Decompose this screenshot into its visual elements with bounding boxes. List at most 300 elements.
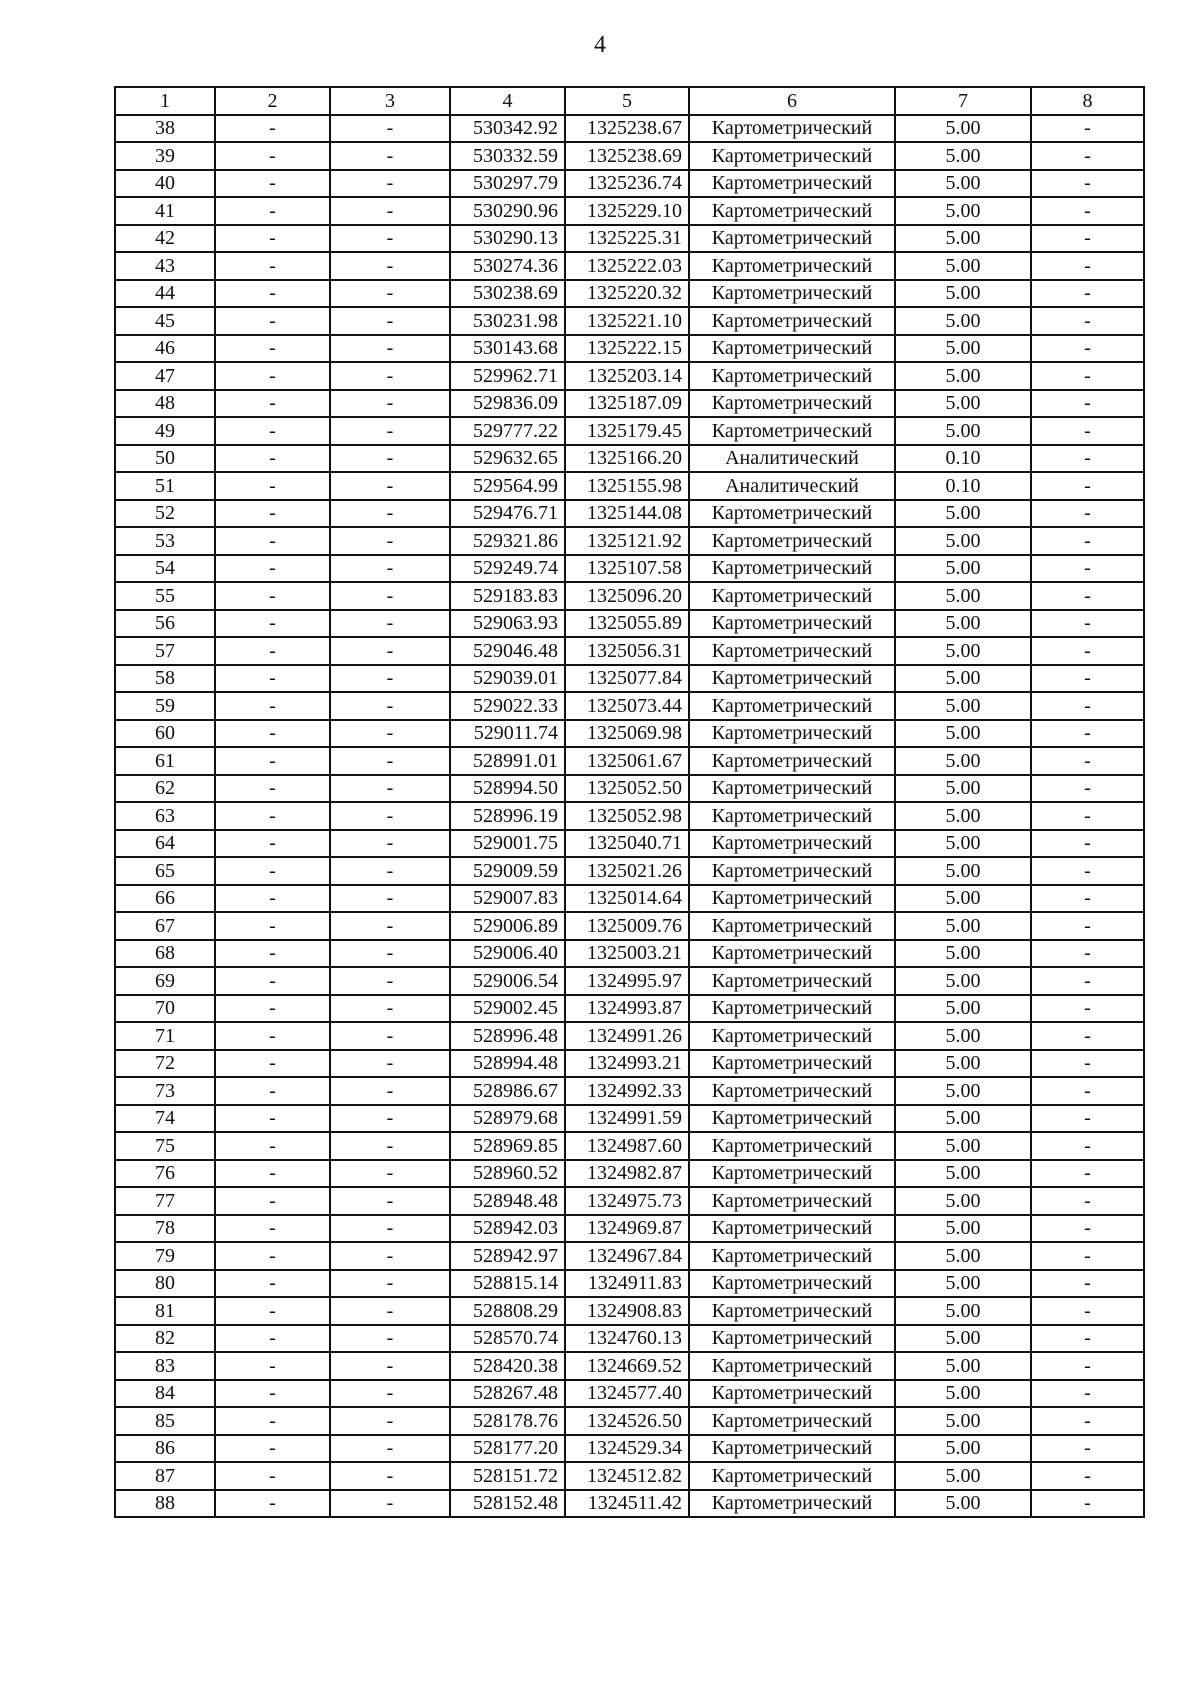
col3-value-cell: - — [330, 197, 450, 225]
col8-value-cell: - — [1031, 1380, 1144, 1408]
accuracy-cell: 5.00 — [895, 362, 1031, 390]
y-coordinate-cell: 1324760.13 — [565, 1325, 689, 1353]
col2-value-cell: - — [215, 500, 330, 528]
table-row — [115, 940, 1144, 968]
method-cell: Картометрический — [689, 1270, 895, 1298]
point-number-cell: 52 — [115, 500, 215, 528]
point-number-cell: 55 — [115, 582, 215, 610]
table-row — [115, 637, 1144, 665]
col2-value-cell: - — [215, 665, 330, 693]
y-coordinate-cell: 1325236.74 — [565, 170, 689, 198]
table-row — [115, 1022, 1144, 1050]
accuracy-cell: 5.00 — [895, 1105, 1031, 1133]
x-coordinate-cell: 528991.01 — [450, 747, 565, 775]
col2-value-cell: - — [215, 802, 330, 830]
table-row — [115, 307, 1144, 335]
col2-value-cell: - — [215, 1160, 330, 1188]
col2-value-cell: - — [215, 472, 330, 500]
x-coordinate-cell: 528986.67 — [450, 1077, 565, 1105]
table-row — [115, 1352, 1144, 1380]
col3-value-cell: - — [330, 610, 450, 638]
accuracy-cell: 5.00 — [895, 1160, 1031, 1188]
accuracy-cell: 5.00 — [895, 142, 1031, 170]
col8-value-cell: - — [1031, 445, 1144, 473]
table-row — [115, 527, 1144, 555]
method-cell: Аналитический — [689, 445, 895, 473]
col3-value-cell: - — [330, 1242, 450, 1270]
y-coordinate-cell: 1325221.10 — [565, 307, 689, 335]
col3-value-cell: - — [330, 500, 450, 528]
method-cell: Картометрический — [689, 582, 895, 610]
x-coordinate-cell: 529183.83 — [450, 582, 565, 610]
col3-value-cell: - — [330, 1297, 450, 1325]
x-coordinate-cell: 528994.48 — [450, 1050, 565, 1078]
col3-value-cell: - — [330, 1050, 450, 1078]
col3-value-cell: - — [330, 252, 450, 280]
point-number-cell: 49 — [115, 417, 215, 445]
y-coordinate-cell: 1324908.83 — [565, 1297, 689, 1325]
method-cell: Картометрический — [689, 1215, 895, 1243]
col2-value-cell: - — [215, 142, 330, 170]
accuracy-cell: 5.00 — [895, 885, 1031, 913]
table-row — [115, 1462, 1144, 1490]
col3-value-cell: - — [330, 390, 450, 418]
method-cell: Картометрический — [689, 1435, 895, 1463]
col2-value-cell: - — [215, 555, 330, 583]
table-row — [115, 720, 1144, 748]
point-number-cell: 66 — [115, 885, 215, 913]
y-coordinate-cell: 1325225.31 — [565, 225, 689, 253]
table-row — [115, 1187, 1144, 1215]
method-cell: Картометрический — [689, 1297, 895, 1325]
col8-value-cell: - — [1031, 307, 1144, 335]
col3-value-cell: - — [330, 720, 450, 748]
x-coordinate-cell: 528177.20 — [450, 1435, 565, 1463]
col2-value-cell: - — [215, 417, 330, 445]
accuracy-cell: 5.00 — [895, 747, 1031, 775]
accuracy-cell: 5.00 — [895, 665, 1031, 693]
point-number-cell: 45 — [115, 307, 215, 335]
col3-value-cell: - — [330, 1132, 450, 1160]
point-number-cell: 43 — [115, 252, 215, 280]
y-coordinate-cell: 1324967.84 — [565, 1242, 689, 1270]
col8-value-cell: - — [1031, 335, 1144, 363]
method-cell: Картометрический — [689, 1490, 895, 1518]
x-coordinate-cell: 529632.65 — [450, 445, 565, 473]
point-number-cell: 77 — [115, 1187, 215, 1215]
y-coordinate-cell: 1325052.50 — [565, 775, 689, 803]
method-cell: Картометрический — [689, 1242, 895, 1270]
y-coordinate-cell: 1324911.83 — [565, 1270, 689, 1298]
point-number-cell: 65 — [115, 857, 215, 885]
col8-value-cell: - — [1031, 885, 1144, 913]
x-coordinate-cell: 530297.79 — [450, 170, 565, 198]
col8-value-cell: - — [1031, 225, 1144, 253]
x-coordinate-cell: 529962.71 — [450, 362, 565, 390]
col3-value-cell: - — [330, 1490, 450, 1518]
table-row — [115, 335, 1144, 363]
x-coordinate-cell: 529249.74 — [450, 555, 565, 583]
point-number-cell: 59 — [115, 692, 215, 720]
col2-value-cell: - — [215, 830, 330, 858]
method-cell: Картометрический — [689, 500, 895, 528]
col8-value-cell: - — [1031, 1242, 1144, 1270]
method-cell: Картометрический — [689, 1160, 895, 1188]
point-number-cell: 85 — [115, 1407, 215, 1435]
col8-value-cell: - — [1031, 170, 1144, 198]
point-number-cell: 72 — [115, 1050, 215, 1078]
col3-value-cell: - — [330, 967, 450, 995]
col3-value-cell: - — [330, 1105, 450, 1133]
method-cell: Картометрический — [689, 142, 895, 170]
col3-value-cell: - — [330, 1407, 450, 1435]
x-coordinate-cell: 529039.01 — [450, 665, 565, 693]
col2-value-cell: - — [215, 610, 330, 638]
method-cell: Картометрический — [689, 967, 895, 995]
point-number-cell: 58 — [115, 665, 215, 693]
y-coordinate-cell: 1325003.21 — [565, 940, 689, 968]
y-coordinate-cell: 1325222.15 — [565, 335, 689, 363]
col3-value-cell: - — [330, 1462, 450, 1490]
col3-value-cell: - — [330, 775, 450, 803]
col3-value-cell: - — [330, 747, 450, 775]
y-coordinate-cell: 1324975.73 — [565, 1187, 689, 1215]
method-cell: Картометрический — [689, 802, 895, 830]
method-cell: Картометрический — [689, 362, 895, 390]
point-number-cell: 81 — [115, 1297, 215, 1325]
method-cell: Картометрический — [689, 527, 895, 555]
col3-value-cell: - — [330, 445, 450, 473]
point-number-cell: 51 — [115, 472, 215, 500]
accuracy-cell: 5.00 — [895, 1132, 1031, 1160]
x-coordinate-cell: 528570.74 — [450, 1325, 565, 1353]
y-coordinate-cell: 1325014.64 — [565, 885, 689, 913]
x-coordinate-cell: 529006.40 — [450, 940, 565, 968]
accuracy-cell: 5.00 — [895, 527, 1031, 555]
col2-value-cell: - — [215, 115, 330, 143]
table-row — [115, 472, 1144, 500]
method-cell: Картометрический — [689, 775, 895, 803]
col2-value-cell: - — [215, 885, 330, 913]
point-number-cell: 54 — [115, 555, 215, 583]
x-coordinate-cell: 528942.03 — [450, 1215, 565, 1243]
col8-value-cell: - — [1031, 1407, 1144, 1435]
x-coordinate-cell: 529777.22 — [450, 417, 565, 445]
x-coordinate-cell: 530290.13 — [450, 225, 565, 253]
y-coordinate-cell: 1325107.58 — [565, 555, 689, 583]
y-coordinate-cell: 1325009.76 — [565, 912, 689, 940]
method-cell: Картометрический — [689, 1380, 895, 1408]
method-cell: Картометрический — [689, 170, 895, 198]
y-coordinate-cell: 1325220.32 — [565, 280, 689, 308]
column-header: 7 — [895, 87, 1031, 115]
point-number-cell: 57 — [115, 637, 215, 665]
col8-value-cell: - — [1031, 197, 1144, 225]
method-cell: Картометрический — [689, 692, 895, 720]
method-cell: Картометрический — [689, 1050, 895, 1078]
col3-value-cell: - — [330, 1270, 450, 1298]
method-cell: Картометрический — [689, 610, 895, 638]
col2-value-cell: - — [215, 197, 330, 225]
col2-value-cell: - — [215, 307, 330, 335]
method-cell: Картометрический — [689, 555, 895, 583]
method-cell: Картометрический — [689, 1022, 895, 1050]
accuracy-cell: 5.00 — [895, 912, 1031, 940]
x-coordinate-cell: 528267.48 — [450, 1380, 565, 1408]
col8-value-cell: - — [1031, 1462, 1144, 1490]
accuracy-cell: 5.00 — [895, 637, 1031, 665]
y-coordinate-cell: 1325166.20 — [565, 445, 689, 473]
x-coordinate-cell: 528942.97 — [450, 1242, 565, 1270]
point-number-cell: 86 — [115, 1435, 215, 1463]
accuracy-cell: 5.00 — [895, 1022, 1031, 1050]
col2-value-cell: - — [215, 527, 330, 555]
col3-value-cell: - — [330, 1435, 450, 1463]
table-row — [115, 1160, 1144, 1188]
point-number-cell: 46 — [115, 335, 215, 363]
y-coordinate-cell: 1325144.08 — [565, 500, 689, 528]
accuracy-cell: 5.00 — [895, 555, 1031, 583]
x-coordinate-cell: 528979.68 — [450, 1105, 565, 1133]
col3-value-cell: - — [330, 1380, 450, 1408]
col2-value-cell: - — [215, 1270, 330, 1298]
x-coordinate-cell: 529046.48 — [450, 637, 565, 665]
point-number-cell: 82 — [115, 1325, 215, 1353]
col2-value-cell: - — [215, 1022, 330, 1050]
accuracy-cell: 5.00 — [895, 995, 1031, 1023]
accuracy-cell: 5.00 — [895, 417, 1031, 445]
table-row — [115, 1407, 1144, 1435]
col2-value-cell: - — [215, 940, 330, 968]
col3-value-cell: - — [330, 912, 450, 940]
point-number-cell: 75 — [115, 1132, 215, 1160]
col3-value-cell: - — [330, 802, 450, 830]
col8-value-cell: - — [1031, 940, 1144, 968]
x-coordinate-cell: 529564.99 — [450, 472, 565, 500]
col8-value-cell: - — [1031, 857, 1144, 885]
x-coordinate-cell: 529006.54 — [450, 967, 565, 995]
table-row — [115, 830, 1144, 858]
accuracy-cell: 5.00 — [895, 115, 1031, 143]
table-row — [115, 967, 1144, 995]
col8-value-cell: - — [1031, 830, 1144, 858]
y-coordinate-cell: 1325077.84 — [565, 665, 689, 693]
point-number-cell: 67 — [115, 912, 215, 940]
col2-value-cell: - — [215, 1352, 330, 1380]
method-cell: Картометрический — [689, 225, 895, 253]
x-coordinate-cell: 528969.85 — [450, 1132, 565, 1160]
accuracy-cell: 5.00 — [895, 1462, 1031, 1490]
table-row — [115, 362, 1144, 390]
y-coordinate-cell: 1324993.21 — [565, 1050, 689, 1078]
table-row — [115, 225, 1144, 253]
table-row — [115, 1215, 1144, 1243]
point-number-cell: 50 — [115, 445, 215, 473]
col8-value-cell: - — [1031, 720, 1144, 748]
point-number-cell: 42 — [115, 225, 215, 253]
col2-value-cell: - — [215, 692, 330, 720]
accuracy-cell: 0.10 — [895, 472, 1031, 500]
col2-value-cell: - — [215, 857, 330, 885]
table-row — [115, 1297, 1144, 1325]
x-coordinate-cell: 530342.92 — [450, 115, 565, 143]
col3-value-cell: - — [330, 665, 450, 693]
y-coordinate-cell: 1325040.71 — [565, 830, 689, 858]
x-coordinate-cell: 528152.48 — [450, 1490, 565, 1518]
col2-value-cell: - — [215, 1105, 330, 1133]
y-coordinate-cell: 1325096.20 — [565, 582, 689, 610]
table-row — [115, 1132, 1144, 1160]
x-coordinate-cell: 530231.98 — [450, 307, 565, 335]
method-cell: Картометрический — [689, 1105, 895, 1133]
table-row — [115, 115, 1144, 143]
col3-value-cell: - — [330, 1022, 450, 1050]
y-coordinate-cell: 1325203.14 — [565, 362, 689, 390]
accuracy-cell: 5.00 — [895, 1215, 1031, 1243]
y-coordinate-cell: 1324529.34 — [565, 1435, 689, 1463]
y-coordinate-cell: 1325073.44 — [565, 692, 689, 720]
col2-value-cell: - — [215, 1215, 330, 1243]
column-header: 1 — [115, 87, 215, 115]
y-coordinate-cell: 1324982.87 — [565, 1160, 689, 1188]
point-number-cell: 79 — [115, 1242, 215, 1270]
col3-value-cell: - — [330, 142, 450, 170]
col3-value-cell: - — [330, 170, 450, 198]
col3-value-cell: - — [330, 225, 450, 253]
y-coordinate-cell: 1324512.82 — [565, 1462, 689, 1490]
point-number-cell: 74 — [115, 1105, 215, 1133]
col2-value-cell: - — [215, 1435, 330, 1463]
col2-value-cell: - — [215, 747, 330, 775]
table-row — [115, 1490, 1144, 1518]
table-row — [115, 885, 1144, 913]
table-row — [115, 802, 1144, 830]
method-cell: Картометрический — [689, 665, 895, 693]
y-coordinate-cell: 1324991.59 — [565, 1105, 689, 1133]
col3-value-cell: - — [330, 692, 450, 720]
column-header: 3 — [330, 87, 450, 115]
x-coordinate-cell: 530143.68 — [450, 335, 565, 363]
y-coordinate-cell: 1324577.40 — [565, 1380, 689, 1408]
method-cell: Картометрический — [689, 252, 895, 280]
point-number-cell: 69 — [115, 967, 215, 995]
x-coordinate-cell: 528948.48 — [450, 1187, 565, 1215]
y-coordinate-cell: 1325069.98 — [565, 720, 689, 748]
col3-value-cell: - — [330, 362, 450, 390]
y-coordinate-cell: 1325187.09 — [565, 390, 689, 418]
col8-value-cell: - — [1031, 252, 1144, 280]
point-number-cell: 78 — [115, 1215, 215, 1243]
x-coordinate-cell: 529022.33 — [450, 692, 565, 720]
point-number-cell: 80 — [115, 1270, 215, 1298]
y-coordinate-cell: 1324526.50 — [565, 1407, 689, 1435]
point-number-cell: 41 — [115, 197, 215, 225]
col8-value-cell: - — [1031, 1105, 1144, 1133]
y-coordinate-cell: 1325121.92 — [565, 527, 689, 555]
accuracy-cell: 0.10 — [895, 445, 1031, 473]
col3-value-cell: - — [330, 637, 450, 665]
col3-value-cell: - — [330, 995, 450, 1023]
method-cell: Картометрический — [689, 830, 895, 858]
col2-value-cell: - — [215, 1380, 330, 1408]
method-cell: Картометрический — [689, 885, 895, 913]
col2-value-cell: - — [215, 775, 330, 803]
col2-value-cell: - — [215, 252, 330, 280]
table-row — [115, 500, 1144, 528]
col3-value-cell: - — [330, 417, 450, 445]
col2-value-cell: - — [215, 995, 330, 1023]
col2-value-cell: - — [215, 280, 330, 308]
table-row — [115, 775, 1144, 803]
x-coordinate-cell: 529011.74 — [450, 720, 565, 748]
col3-value-cell: - — [330, 1215, 450, 1243]
accuracy-cell: 5.00 — [895, 1297, 1031, 1325]
x-coordinate-cell: 528420.38 — [450, 1352, 565, 1380]
accuracy-cell: 5.00 — [895, 1242, 1031, 1270]
point-number-cell: 62 — [115, 775, 215, 803]
col2-value-cell: - — [215, 335, 330, 363]
method-cell: Картометрический — [689, 197, 895, 225]
table-row — [115, 197, 1144, 225]
point-number-cell: 47 — [115, 362, 215, 390]
accuracy-cell: 5.00 — [895, 1380, 1031, 1408]
method-cell: Картометрический — [689, 912, 895, 940]
x-coordinate-cell: 529321.86 — [450, 527, 565, 555]
col3-value-cell: - — [330, 1187, 450, 1215]
table-row — [115, 1325, 1144, 1353]
x-coordinate-cell: 529836.09 — [450, 390, 565, 418]
table-row — [115, 1077, 1144, 1105]
x-coordinate-cell: 530290.96 — [450, 197, 565, 225]
table-row — [115, 692, 1144, 720]
accuracy-cell: 5.00 — [895, 720, 1031, 748]
point-number-cell: 56 — [115, 610, 215, 638]
col3-value-cell: - — [330, 940, 450, 968]
accuracy-cell: 5.00 — [895, 857, 1031, 885]
accuracy-cell: 5.00 — [895, 1077, 1031, 1105]
method-cell: Картометрический — [689, 1462, 895, 1490]
x-coordinate-cell: 528178.76 — [450, 1407, 565, 1435]
method-cell: Картометрический — [689, 1187, 895, 1215]
accuracy-cell: 5.00 — [895, 335, 1031, 363]
accuracy-cell: 5.00 — [895, 197, 1031, 225]
col3-value-cell: - — [330, 830, 450, 858]
point-number-cell: 44 — [115, 280, 215, 308]
accuracy-cell: 5.00 — [895, 500, 1031, 528]
col3-value-cell: - — [330, 885, 450, 913]
y-coordinate-cell: 1324995.97 — [565, 967, 689, 995]
col2-value-cell: - — [215, 967, 330, 995]
point-number-cell: 73 — [115, 1077, 215, 1105]
col2-value-cell: - — [215, 225, 330, 253]
col2-value-cell: - — [215, 1407, 330, 1435]
col2-value-cell: - — [215, 1187, 330, 1215]
y-coordinate-cell: 1325238.69 — [565, 142, 689, 170]
x-coordinate-cell: 529006.89 — [450, 912, 565, 940]
accuracy-cell: 5.00 — [895, 610, 1031, 638]
method-cell: Картометрический — [689, 857, 895, 885]
table-row — [115, 857, 1144, 885]
accuracy-cell: 5.00 — [895, 1187, 1031, 1215]
y-coordinate-cell: 1324969.87 — [565, 1215, 689, 1243]
table-row — [115, 1380, 1144, 1408]
accuracy-cell: 5.00 — [895, 225, 1031, 253]
y-coordinate-cell: 1324987.60 — [565, 1132, 689, 1160]
y-coordinate-cell: 1325021.26 — [565, 857, 689, 885]
table-row — [115, 610, 1144, 638]
point-number-cell: 38 — [115, 115, 215, 143]
col8-value-cell: - — [1031, 1435, 1144, 1463]
